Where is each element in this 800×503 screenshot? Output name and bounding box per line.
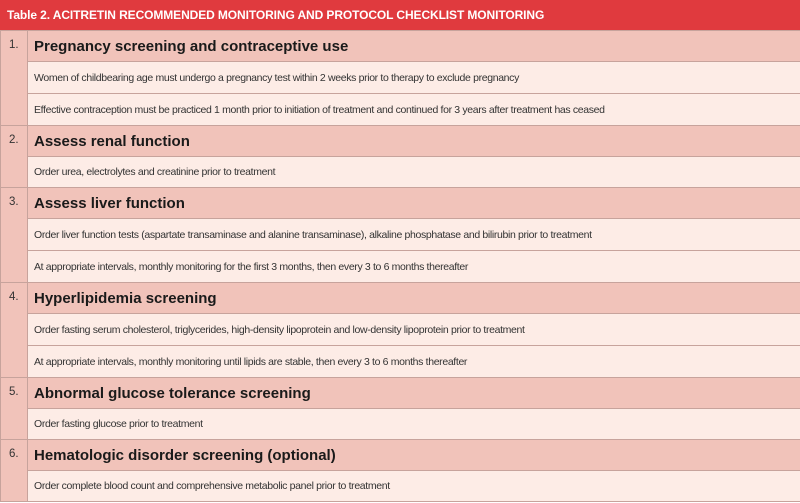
section-detail-text: Order fasting glucose prior to treatment <box>28 409 800 440</box>
section-heading: Assess renal function <box>28 126 800 157</box>
section-detail-row <box>1 219 800 251</box>
section-detail-row <box>1 62 800 94</box>
section-detail-text: At appropriate intervals, monthly monitoring until lipids are stable, then every 3 to 6 months thereafter <box>28 346 800 378</box>
section-number: 4. <box>1 283 28 378</box>
section-number: 3. <box>1 188 28 283</box>
section-heading: Assess liver function <box>28 188 800 219</box>
section-detail-row <box>1 314 800 346</box>
section-detail-row <box>1 346 800 378</box>
section-header-row <box>1 188 800 219</box>
section-number: 1. <box>1 31 28 126</box>
section-detail-text: At appropriate intervals, monthly monitoring for the first 3 months, then every 3 to 6 months thereafter <box>28 251 800 283</box>
section-detail-text: Order fasting serum cholesterol, triglycerides, high-density lipoprotein and low-density lipoprotein prior to treatment <box>28 314 800 346</box>
section-heading: Hematologic disorder screening (optional) <box>28 440 800 471</box>
section-detail-text: Order liver function tests (aspartate transaminase and alanine transaminase), alkaline phosphatase and bilirubin prior to treatment <box>28 219 800 251</box>
checklist-table <box>0 30 800 502</box>
section-number: 6. <box>1 440 28 502</box>
section-header-row <box>1 31 800 62</box>
section-heading: Abnormal glucose tolerance screening <box>28 378 800 409</box>
section-detail-row <box>1 94 800 126</box>
section-detail-row <box>1 251 800 283</box>
section-header-row <box>1 378 800 409</box>
section-detail-text: Order urea, electrolytes and creatinine prior to treatment <box>28 157 800 188</box>
section-header-row <box>1 440 800 471</box>
section-detail-text: Order complete blood count and comprehensive metabolic panel prior to treatment <box>28 471 800 502</box>
section-detail-row <box>1 409 800 440</box>
section-header-row <box>1 126 800 157</box>
section-detail-text: Effective contraception must be practiced 1 month prior to initiation of treatment and continued for 3 years after treatment has ceased <box>28 94 800 126</box>
section-number: 2. <box>1 126 28 188</box>
section-detail-row <box>1 157 800 188</box>
section-number: 5. <box>1 378 28 440</box>
section-heading: Pregnancy screening and contraceptive use <box>28 31 800 62</box>
section-heading: Hyperlipidemia screening <box>28 283 800 314</box>
section-header-row <box>1 283 800 314</box>
section-detail-text: Women of childbearing age must undergo a pregnancy test within 2 weeks prior to therapy to exclude pregnancy <box>28 62 800 94</box>
table-title: Table 2. ACITRETIN RECOMMENDED MONITORING AND PROTOCOL CHECKLIST MONITORING <box>0 0 800 30</box>
section-detail-row <box>1 471 800 502</box>
